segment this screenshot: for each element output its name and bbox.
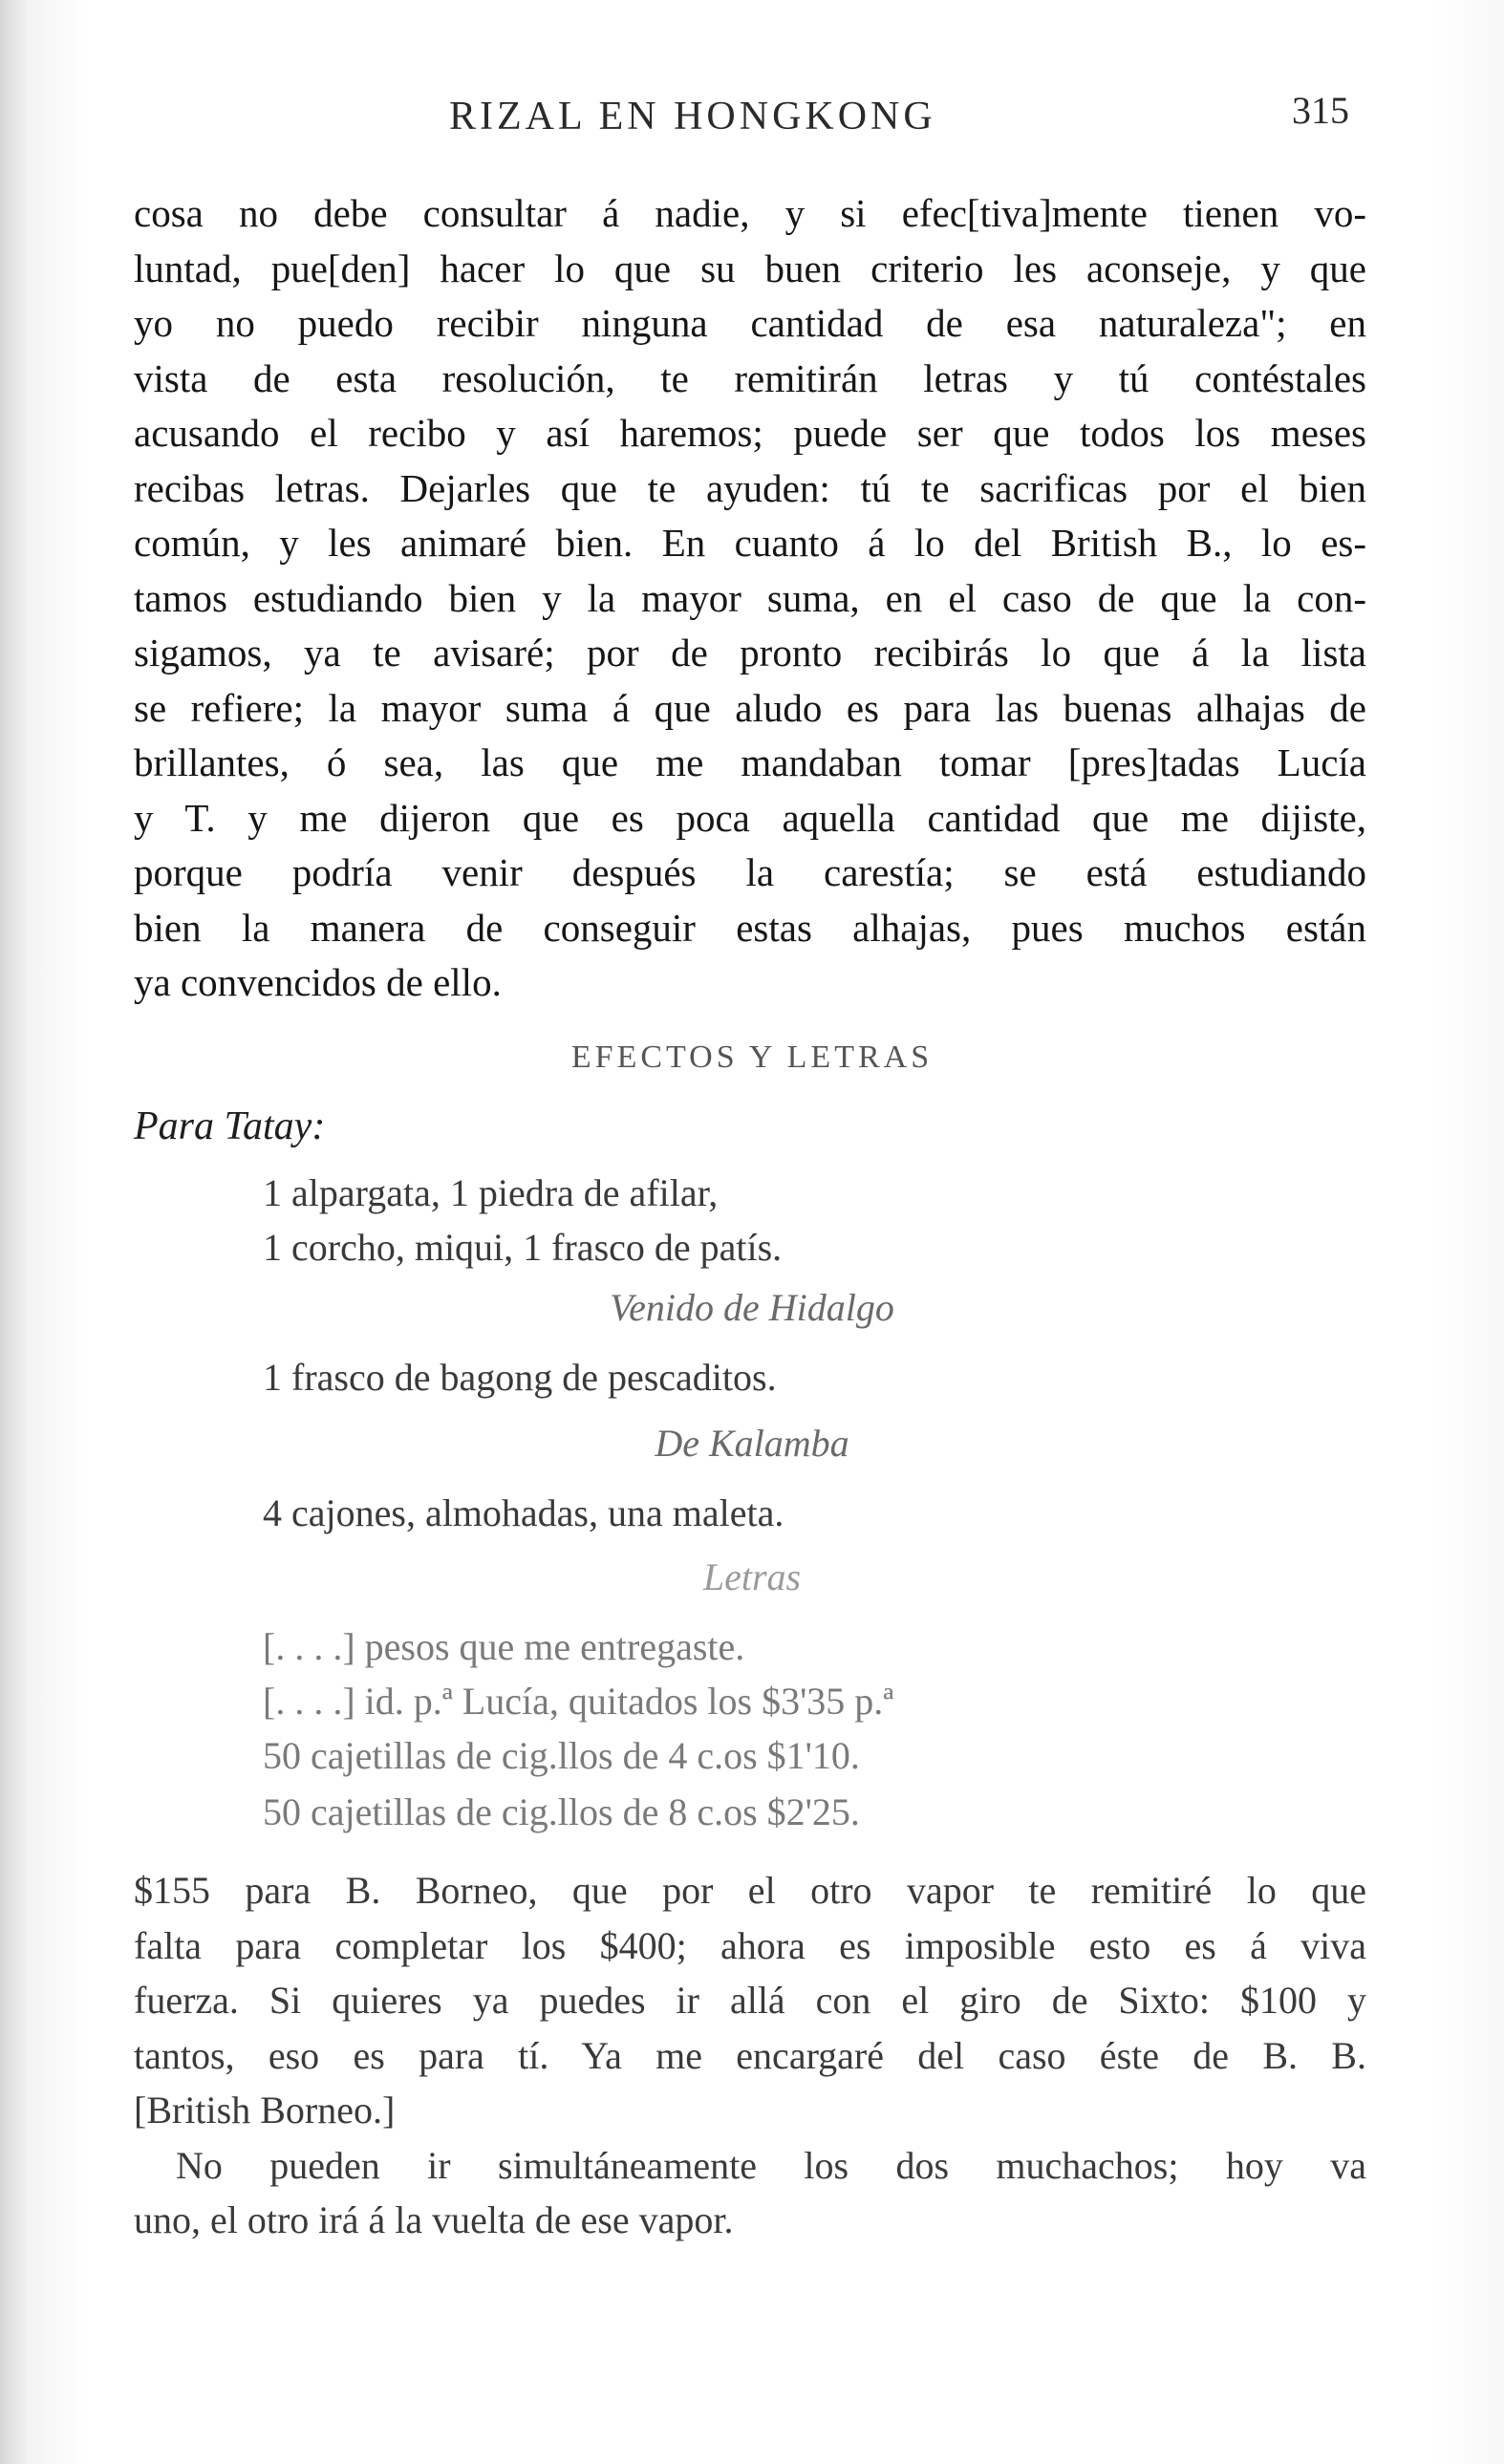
section-heading: EFECTOS Y LETRAS [570,1039,934,1075]
closing-paragraph [134,1863,1366,2248]
subhead-kalamba: De Kalamba [655,1422,849,1465]
text-line: tantos, eso es para tí. Ya me encargaré del caso éste de B. B. [134,2033,1366,2077]
effect-item: 1 frasco de bagong de pescaditos. [263,1356,777,1399]
text-line: brillantes, ó sea, las que me mandaban tomar [pres]tadas Lucía [134,740,1366,784]
letter-item: 50 cajetillas de cig.llos de 8 c.os $2'25. [263,1790,860,1833]
subhead-letras: Letras [702,1555,802,1598]
text-line: se refiere; la mayor suma á que aludo es para las buenas alhajas de [134,685,1366,730]
text-line: tamos estudiando bien y la mayor suma, en el caso de que la con- [134,575,1366,620]
text-line: común, y les animaré bien. En cuanto á lo del British B., lo es- [134,521,1366,565]
text-line: falta para completar los $400; ahora es imposible esto es á viva [134,1923,1366,1967]
body-paragraph [134,186,1366,1011]
text-line: cosa no debe consultar á nadie, y si efec[tiva]mente tienen vo- [134,191,1366,235]
text-line: vista de esta resolución, te remitirán letras y tú contéstales [134,355,1366,400]
subhead-hidalgo: Venido de Hidalgo [610,1286,894,1329]
text-line: sigamos, ya te avisaré; por de pronto recibirás lo que á la lista [134,631,1366,675]
effect-item: 4 cajones, almohadas, una maleta. [263,1491,784,1534]
running-head: RIZAL EN HONGKONG [449,95,936,139]
text-line: $155 para B. Borneo, que por el otro vapor te remitiré lo que [134,1869,1366,1912]
text-line: uno, el otro irá á la vuelta de ese vapor. [134,2198,734,2241]
text-line: porque podría venir después la carestía; se está estudiando [134,850,1366,894]
text-line: recibas letras. Dejarles que te ayuden: tú te sacrificas por el bien [134,465,1366,510]
letter-item: [. . . .] id. p.ª Lucía, quitados los $3'35 p.ª [263,1680,894,1723]
text-line: No pueden ir simultáneamente los dos muchachos; hoy va [176,2143,1366,2187]
text-line: [British Borneo.] [134,2089,396,2132]
text-line: acusando el recibo y así haremos; puede ser que todos los meses [134,411,1366,455]
text-line: ya convencidos de ello. [134,960,502,1004]
page-number: 315 [1292,89,1349,132]
recipient-label: Para Tatay: [134,1104,326,1148]
letter-item: [. . . .] pesos que me entregaste. [263,1625,745,1668]
text-line: bien la manera de conseguir estas alhajas, pues muchos están [134,905,1366,950]
effect-item: 1 corcho, miqui, 1 frasco de patís. [263,1226,783,1269]
effect-item: 1 alpargata, 1 piedra de afilar, [263,1171,719,1214]
text-line: y T. y me dijeron que es poca aquella cantidad que me dijiste, [134,795,1366,840]
text-line: fuerza. Si quieres ya puedes ir allá con el giro de Sixto: $100 y [134,1979,1366,2022]
text-line: yo no puedo recibir ninguna cantidad de esa naturaleza"; en [134,301,1366,345]
text-line: luntad, pue[den] hacer lo que su buen criterio les aconseje, y que [134,246,1366,290]
letter-item: 50 cajetillas de cig.llos de 4 c.os $1'10. [263,1734,860,1777]
